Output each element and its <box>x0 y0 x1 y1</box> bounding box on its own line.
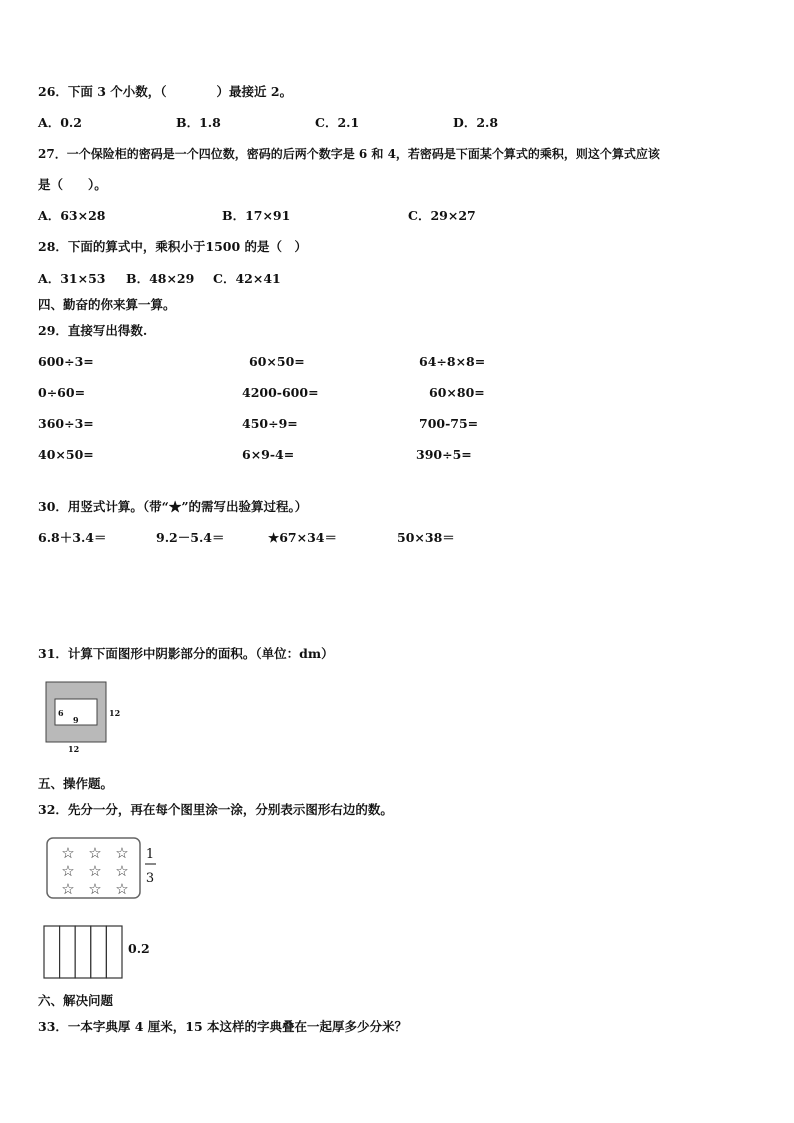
section5-title: 五、操作题。 <box>38 776 114 791</box>
q26-stem: 26．下面 3 个小数，（ ）最接近 2。 <box>38 84 293 99</box>
rect-value-label: 0.2 <box>128 941 150 956</box>
q30-item: 50×38＝ <box>397 530 455 545</box>
q27-option-c[interactable]: C．29×27 <box>408 208 476 223</box>
q26-option-c[interactable]: C．2.1 <box>315 115 360 130</box>
q27-stem-line1: 27．一个保险柜的密码是一个四位数，密码的后两个数字是 6 和 4，若密码是下面某个算式的乘积，则这个算式应该 <box>38 147 660 161</box>
star-icon[interactable]: ☆ <box>115 844 129 862</box>
q28-stem: 28．下面的算式中，乘积小于1500 的是（ ） <box>38 239 308 254</box>
star-icon[interactable]: ☆ <box>88 862 102 880</box>
q30-item: 9.2－5.4＝ <box>156 530 225 545</box>
q29-item: 0÷60= <box>38 385 86 400</box>
rect-part[interactable] <box>106 926 122 978</box>
q32-stem: 32．先分一分，再在每个图里涂一涂，分别表示图形右边的数。 <box>38 802 393 817</box>
star-icon[interactable]: ☆ <box>61 880 75 898</box>
rect-part[interactable] <box>75 926 91 978</box>
q29-item: 60×80= <box>429 385 485 400</box>
fraction-denominator: 3 <box>145 871 155 886</box>
q26-option-a[interactable]: A．0.2 <box>38 115 82 130</box>
q26-option-b[interactable]: B．1.8 <box>176 115 221 130</box>
star-grid <box>61 844 128 898</box>
star-icon[interactable]: ☆ <box>61 844 75 862</box>
q29-item: 600÷3= <box>38 354 94 369</box>
outer-width-label: 12 <box>68 744 80 754</box>
star-icon[interactable]: ☆ <box>88 844 102 862</box>
star-icon[interactable]: ☆ <box>61 862 75 880</box>
q33-stem: 33．一本字典厚 4 厘米，15 本这样的字典叠在一起厚多少分米？ <box>38 1019 408 1034</box>
q28-option-a[interactable]: A．31×53 <box>38 271 106 286</box>
q28-option-b[interactable]: B．48×29 <box>126 271 195 286</box>
q30-item: 6.8＋3.4＝ <box>38 530 107 545</box>
q29-item: 450÷9= <box>242 416 298 431</box>
q29-item: 64÷8×8= <box>419 354 486 369</box>
q30-item: ★67×34＝ <box>268 530 337 545</box>
rect-part[interactable] <box>91 926 107 978</box>
outer-height-label: 12 <box>109 708 121 718</box>
rect-part[interactable] <box>44 926 60 978</box>
q29-item: 6×9-4= <box>242 447 295 462</box>
star-icon[interactable]: ☆ <box>88 880 102 898</box>
star-icon[interactable]: ☆ <box>115 862 129 880</box>
q30-stem: 30．用竖式计算。（带“★”的需写出验算过程。） <box>38 499 308 514</box>
q28-option-c[interactable]: C．42×41 <box>213 271 281 286</box>
q26-option-d[interactable]: D．2.8 <box>453 115 499 130</box>
q32-figures <box>0 0 200 990</box>
star-icon[interactable]: ☆ <box>115 880 129 898</box>
q29-item: 60×50= <box>249 354 305 369</box>
fraction-numerator: 1 <box>145 847 155 862</box>
q29-item: 360÷3= <box>38 416 94 431</box>
q27-option-b[interactable]: B．17×91 <box>222 208 291 223</box>
q27-option-a[interactable]: A．63×28 <box>38 208 106 223</box>
q29-item: 40×50= <box>38 447 94 462</box>
q29-item: 390÷5= <box>416 447 472 462</box>
q29-item: 700-75= <box>419 416 479 431</box>
q29-item: 4200-600= <box>242 385 319 400</box>
q27-stem-line2: 是（ ）。 <box>38 177 107 192</box>
divided-rectangle <box>44 926 122 978</box>
q31-stem: 31．计算下面图形中阴影部分的面积。（单位：dm） <box>38 646 334 661</box>
inner-width-label: 9 <box>73 715 79 725</box>
section4-title: 四、勤奋的你来算一算。 <box>38 297 176 312</box>
rect-part[interactable] <box>60 926 76 978</box>
q29-stem: 29．直接写出得数. <box>38 323 148 338</box>
inner-height-label: 6 <box>58 708 64 718</box>
section6-title: 六、解决问题 <box>38 993 114 1008</box>
